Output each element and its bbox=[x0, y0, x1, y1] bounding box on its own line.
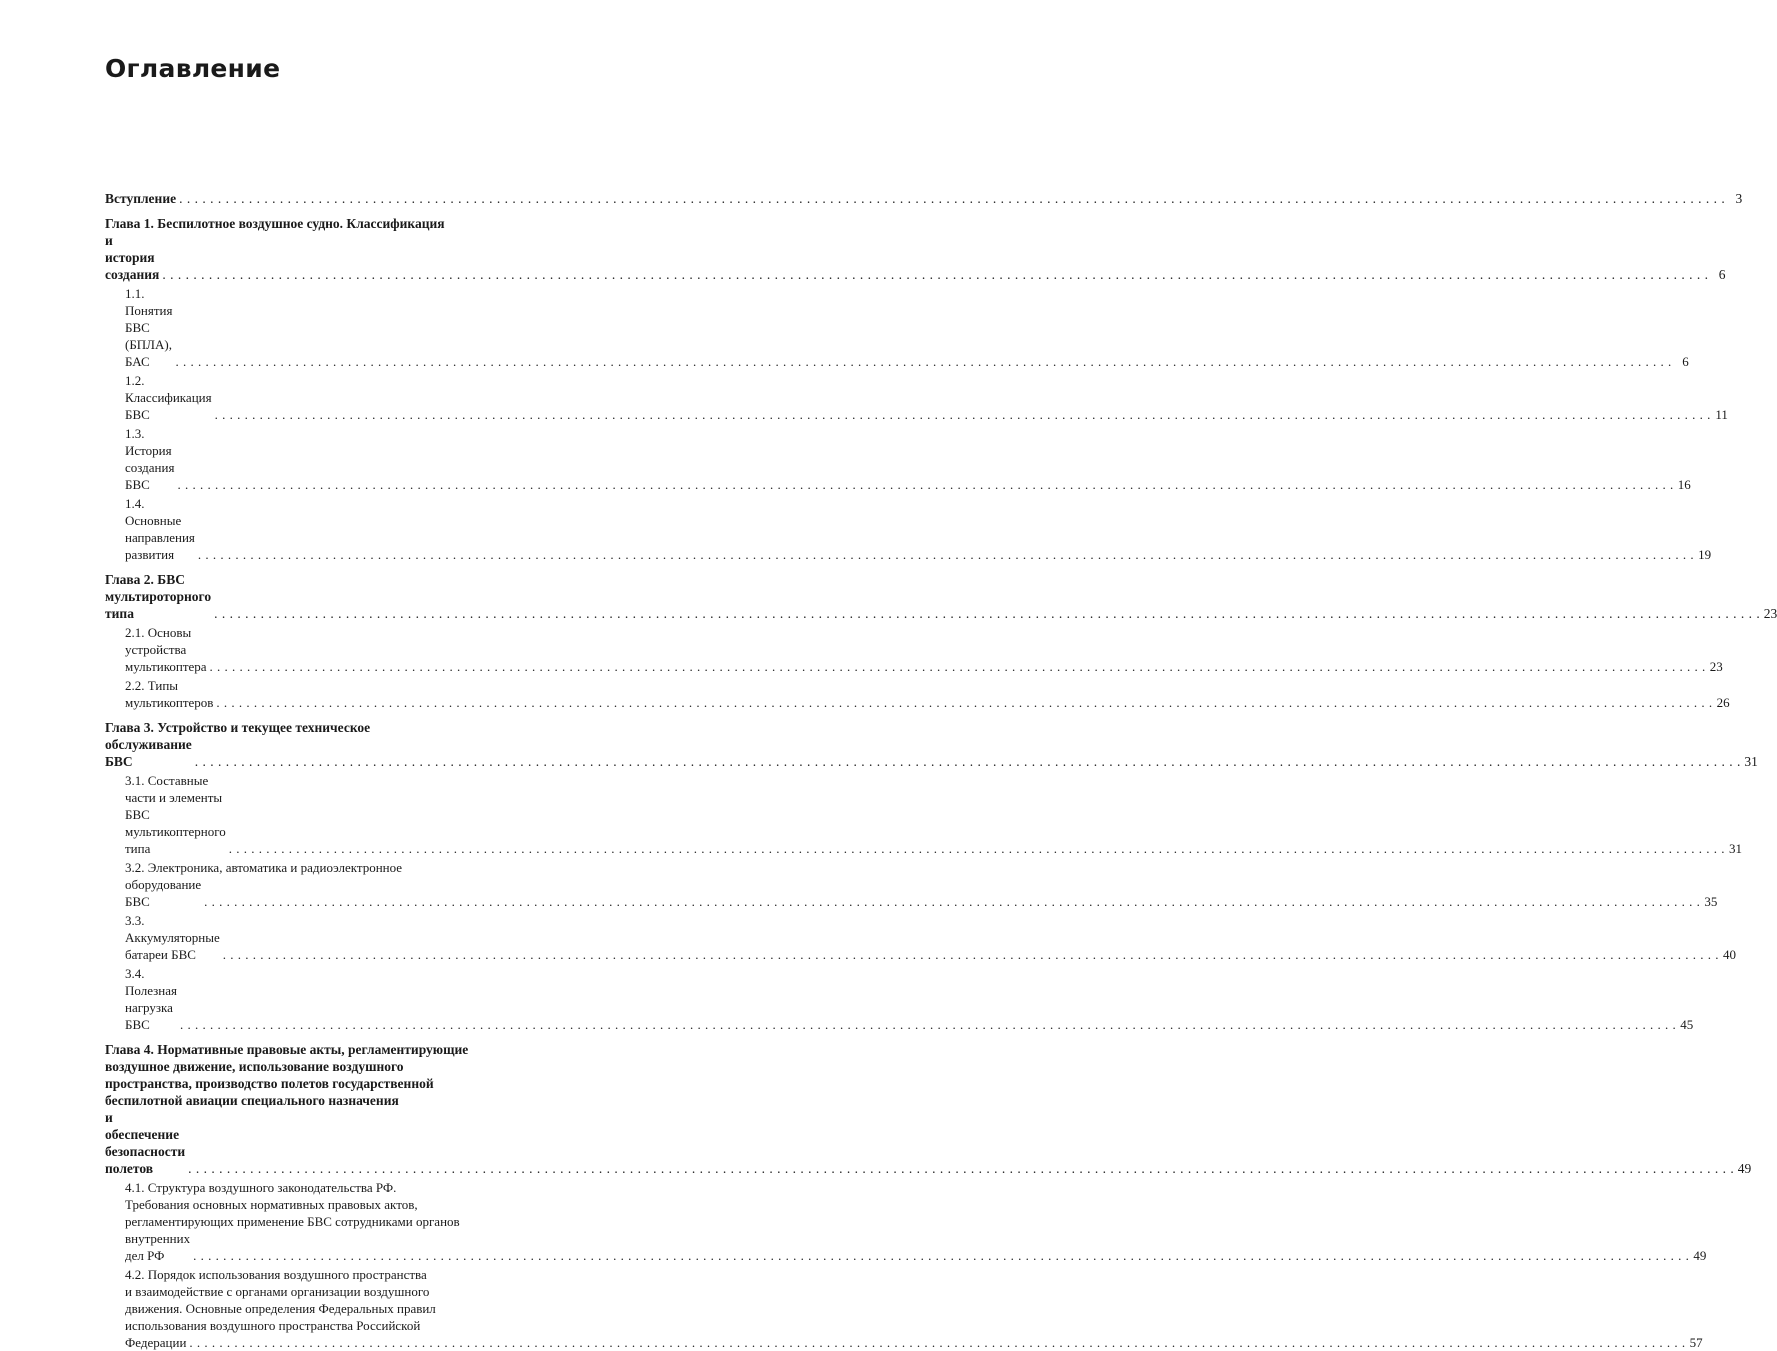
toc-page-number: 19 bbox=[1698, 547, 1712, 562]
toc-entry-text: внутренних дел РФ bbox=[125, 1231, 191, 1263]
toc-page-number: 23 bbox=[1709, 659, 1723, 674]
toc-entry-text: Глава 1. Беспилотное воздушное судно. Классификация bbox=[105, 216, 445, 231]
toc-page-number: 31 bbox=[1728, 841, 1742, 856]
toc-entry-text: оборудование БВС bbox=[125, 877, 202, 909]
toc-section[interactable] bbox=[105, 285, 1689, 370]
leader-dots: . . . . . . . . . . . . . . . . . . . . . . . . . . . . . . . . . . . . . . . . . . . . . . . . . . . . . . . . . . . . . . . . . . . . . . . . . . . . . . . . . . . . . . . . . . . . . . . . . . . . . . . . . . . . . . . . . . . . . . . . . . . . . . . . . . . . . . . . . . . . . . . . . . . . . . . . . . . . . . . . . . . . . . . . . . . . . . . . . . . . . . . . . . . . . . . . . . . . . . . . bbox=[162, 267, 1709, 282]
toc-entry-text: 2.2. Типы мультикоптеров bbox=[125, 678, 214, 710]
toc-page-number: 35 bbox=[1704, 894, 1718, 909]
toc-chapter[interactable] bbox=[105, 719, 1758, 770]
toc-page-number: 6 bbox=[1682, 354, 1689, 369]
toc-entry-text: 1.2. Классификация БВС bbox=[125, 373, 212, 422]
toc-entry-text: и история создания bbox=[105, 233, 160, 282]
toc-entry-text: Глава 2. БВС мультироторного типа bbox=[105, 572, 212, 621]
toc-page-number: 6 bbox=[1718, 267, 1726, 282]
toc-entry-text: 4.1. Структура воздушного законодательства РФ. bbox=[125, 1180, 397, 1195]
toc-entry-text: и обеспечение безопасности полетов bbox=[105, 1110, 186, 1176]
toc-section[interactable] bbox=[105, 859, 1718, 910]
toc-section[interactable] bbox=[105, 912, 1737, 963]
leader-dots: . . . . . . . . . . . . . . . . . . . . . . . . . . . . . . . . . . . . . . . . . . . . . . . . . . . . . . . . . . . . . . . . . . . . . . . . . . . . . . . . . . . . . . . . . . . . . . . . . . . . . . . . . . . . . . . . . . . . . . . . . . . . . . . . . . . . . . . . . . . . . . . . . . . . . . . . . . . . . . . . . . . . . . . . . . . . . . . . . . . . . . . . . . . . . . . . . . . . . . . . bbox=[228, 841, 1725, 856]
toc-entry-text: 3.2. Электроника, автоматика и радиоэлектронное bbox=[125, 860, 403, 875]
toc-entry-text: воздушное движение, использование воздушного bbox=[105, 1059, 404, 1074]
toc-section[interactable] bbox=[105, 772, 1742, 857]
toc-page-number: 31 bbox=[1744, 754, 1758, 769]
table-of-contents bbox=[105, 190, 1777, 1351]
toc-entry-text: пространства, производство полетов государственной bbox=[105, 1076, 434, 1091]
leader-dots: . . . . . . . . . . . . . . . . . . . . . . . . . . . . . . . . . . . . . . . . . . . . . . . . . . . . . . . . . . . . . . . . . . . . . . . . . . . . . . . . . . . . . . . . . . . . . . . . . . . . . . . . . . . . . . . . . . . . . . . . . . . . . . . . . . . . . . . . . . . . . . . . . . . . . . . . . . . . . . . . . . . . . . . . . . . . . . . . . . . . . . . . . . . . . . . . . . . . . . . . bbox=[209, 659, 1706, 674]
toc-entry-text: 2.1. Основы устройства мультикоптера bbox=[125, 625, 207, 674]
leader-dots: . . . . . . . . . . . . . . . . . . . . . . . . . . . . . . . . . . . . . . . . . . . . . . . . . . . . . . . . . . . . . . . . . . . . . . . . . . . . . . . . . . . . . . . . . . . . . . . . . . . . . . . . . . . . . . . . . . . . . . . . . . . . . . . . . . . . . . . . . . . . . . . . . . . . . . . . . . . . . . . . . . . . . . . . . . . . . . . . . . . . . . . . . . . . . . . . . . . . . . . . bbox=[197, 547, 1695, 562]
toc-entry-text: движения. Основные определения Федеральных правил bbox=[125, 1301, 436, 1316]
toc-entry-text: и взаимодействие с органами организации воздушного bbox=[125, 1284, 430, 1299]
toc-entry-text: 1.3. История создания БВС bbox=[125, 426, 175, 492]
leader-dots: . . . . . . . . . . . . . . . . . . . . . . . . . . . . . . . . . . . . . . . . . . . . . . . . . . . . . . . . . . . . . . . . . . . . . . . . . . . . . . . . . . . . . . . . . . . . . . . . . . . . . . . . . . . . . . . . . . . . . . . . . . . . . . . . . . . . . . . . . . . . . . . . . . . . . . . . . . . . . . . . . . . . . . . . . . . . . . . . . . . . . . . . . . . . . . . . . . . . . . . . bbox=[214, 606, 1761, 621]
toc-chapter[interactable] bbox=[105, 215, 1726, 283]
toc-entry-text: Требования основных нормативных правовых актов, bbox=[125, 1197, 418, 1212]
toc-entry-text: регламентирующих применение БВС сотрудниками органов bbox=[125, 1214, 460, 1229]
toc-entry-text: 3.1. Составные части и элементы БВС мультикоптерного типа bbox=[125, 773, 226, 856]
toc-entry-text: Вступление bbox=[105, 191, 177, 206]
toc-entry-text: 3.4. Полезная нагрузка БВС bbox=[125, 966, 177, 1032]
toc-page-number: 57 bbox=[1689, 1335, 1703, 1350]
toc-chapter[interactable] bbox=[105, 190, 1743, 207]
leader-dots: . . . . . . . . . . . . . . . . . . . . . . . . . . . . . . . . . . . . . . . . . . . . . . . . . . . . . . . . . . . . . . . . . . . . . . . . . . . . . . . . . . . . . . . . . . . . . . . . . . . . . . . . . . . . . . . . . . . . . . . . . . . . . . . . . . . . . . . . . . . . . . . . . . . . . . . . . . . . . . . . . . . . . . . . . . . . . . . . . . . . . . . . . . . . . . . . . . . . . . . . bbox=[222, 947, 1720, 962]
toc-chapter[interactable] bbox=[105, 1041, 1752, 1177]
toc-page-number: 3 bbox=[1735, 191, 1743, 206]
toc-page-number: 45 bbox=[1680, 1017, 1694, 1032]
toc-section[interactable] bbox=[105, 624, 1723, 675]
toc-section[interactable] bbox=[105, 372, 1728, 423]
toc-page-number: 11 bbox=[1715, 407, 1728, 422]
toc-section[interactable] bbox=[105, 965, 1694, 1033]
toc-entry-text: 1.4. Основные направления развития bbox=[125, 496, 195, 562]
toc-entry-text: обслуживание БВС bbox=[105, 737, 192, 769]
toc-entry-text: беспилотной авиации специального назначения bbox=[105, 1093, 399, 1108]
leader-dots: . . . . . . . . . . . . . . . . . . . . . . . . . . . . . . . . . . . . . . . . . . . . . . . . . . . . . . . . . . . . . . . . . . . . . . . . . . . . . . . . . . . . . . . . . . . . . . . . . . . . . . . . . . . . . . . . . . . . . . . . . . . . . . . . . . . . . . . . . . . . . . . . . . . . . . . . . . . . . . . . . . . . . . . . . . . . . . . . . . . . . . . . . . . . . . . . . . . . . . . . bbox=[189, 1335, 1686, 1350]
toc-page-number: 40 bbox=[1723, 947, 1737, 962]
toc-entry-text: 4.2. Порядок использования воздушного пространства bbox=[125, 1267, 427, 1282]
leader-dots: . . . . . . . . . . . . . . . . . . . . . . . . . . . . . . . . . . . . . . . . . . . . . . . . . . . . . . . . . . . . . . . . . . . . . . . . . . . . . . . . . . . . . . . . . . . . . . . . . . . . . . . . . . . . . . . . . . . . . . . . . . . . . . . . . . . . . . . . . . . . . . . . . . . . . . . . . . . . . . . . . . . . . . . . . . . . . . . . . . . . . . . . . . . . . . . . . . . . . . . . bbox=[175, 354, 1672, 369]
toc-chapter[interactable] bbox=[105, 571, 1777, 622]
leader-dots: . . . . . . . . . . . . . . . . . . . . . . . . . . . . . . . . . . . . . . . . . . . . . . . . . . . . . . . . . . . . . . . . . . . . . . . . . . . . . . . . . . . . . . . . . . . . . . . . . . . . . . . . . . . . . . . . . . . . . . . . . . . . . . . . . . . . . . . . . . . . . . . . . . . . . . . . . . . . . . . . . . . . . . . . . . . . . . . . . . . . . . . . . . . . . . . . . . . . . . . . bbox=[193, 1248, 1690, 1263]
leader-dots: . . . . . . . . . . . . . . . . . . . . . . . . . . . . . . . . . . . . . . . . . . . . . . . . . . . . . . . . . . . . . . . . . . . . . . . . . . . . . . . . . . . . . . . . . . . . . . . . . . . . . . . . . . . . . . . . . . . . . . . . . . . . . . . . . . . . . . . . . . . . . . . . . . . . . . . . . . . . . . . . . . . . . . . . . . . . . . . . . . . . . . . . . . . . . . . . . . . . . . . . bbox=[179, 1017, 1677, 1032]
leader-dots: . . . . . . . . . . . . . . . . . . . . . . . . . . . . . . . . . . . . . . . . . . . . . . . . . . . . . . . . . . . . . . . . . . . . . . . . . . . . . . . . . . . . . . . . . . . . . . . . . . . . . . . . . . . . . . . . . . . . . . . . . . . . . . . . . . . . . . . . . . . . . . . . . . . . . . . . . . . . . . . . . . . . . . . . . . . . . . . . . . . . . . . . . . . . . . . . . . . . . . . . bbox=[179, 191, 1726, 206]
leader-dots: . . . . . . . . . . . . . . . . . . . . . . . . . . . . . . . . . . . . . . . . . . . . . . . . . . . . . . . . . . . . . . . . . . . . . . . . . . . . . . . . . . . . . . . . . . . . . . . . . . . . . . . . . . . . . . . . . . . . . . . . . . . . . . . . . . . . . . . . . . . . . . . . . . . . . . . . . . . . . . . . . . . . . . . . . . . . . . . . . . . . . . . . . . . . . . . . . . . . . . . . bbox=[194, 754, 1741, 769]
toc-entry-text: 1.1. Понятия БВС (БПЛА), БАС bbox=[125, 286, 173, 369]
leader-dots: . . . . . . . . . . . . . . . . . . . . . . . . . . . . . . . . . . . . . . . . . . . . . . . . . . . . . . . . . . . . . . . . . . . . . . . . . . . . . . . . . . . . . . . . . . . . . . . . . . . . . . . . . . . . . . . . . . . . . . . . . . . . . . . . . . . . . . . . . . . . . . . . . . . . . . . . . . . . . . . . . . . . . . . . . . . . . . . . . . . . . . . . . . . . . . . . . . . . . . . . bbox=[216, 695, 1713, 710]
toc-entry-text: Глава 3. Устройство и текущее техническое bbox=[105, 720, 371, 735]
toc-section[interactable] bbox=[105, 495, 1712, 563]
page-title: Оглавление bbox=[105, 54, 281, 83]
toc-section[interactable] bbox=[105, 425, 1691, 493]
toc-entry-text: Глава 4. Нормативные правовые акты, регламентирующие bbox=[105, 1042, 469, 1057]
leader-dots: . . . . . . . . . . . . . . . . . . . . . . . . . . . . . . . . . . . . . . . . . . . . . . . . . . . . . . . . . . . . . . . . . . . . . . . . . . . . . . . . . . . . . . . . . . . . . . . . . . . . . . . . . . . . . . . . . . . . . . . . . . . . . . . . . . . . . . . . . . . . . . . . . . . . . . . . . . . . . . . . . . . . . . . . . . . . . . . . . . . . . . . . . . . . . . . . . . . . . . . . bbox=[177, 477, 1674, 492]
leader-dots: . . . . . . . . . . . . . . . . . . . . . . . . . . . . . . . . . . . . . . . . . . . . . . . . . . . . . . . . . . . . . . . . . . . . . . . . . . . . . . . . . . . . . . . . . . . . . . . . . . . . . . . . . . . . . . . . . . . . . . . . . . . . . . . . . . . . . . . . . . . . . . . . . . . . . . . . . . . . . . . . . . . . . . . . . . . . . . . . . . . . . . . . . . . . . . . . . . . . . . . . bbox=[188, 1161, 1735, 1176]
toc-page-number: 49 bbox=[1737, 1161, 1752, 1176]
toc-page-number: 49 bbox=[1693, 1248, 1707, 1263]
toc-section[interactable] bbox=[105, 677, 1730, 711]
toc-entry-text: 3.3. Аккумуляторные батареи БВС bbox=[125, 913, 220, 962]
toc-page-number: 23 bbox=[1763, 606, 1777, 621]
toc-page-number: 16 bbox=[1677, 477, 1691, 492]
leader-dots: . . . . . . . . . . . . . . . . . . . . . . . . . . . . . . . . . . . . . . . . . . . . . . . . . . . . . . . . . . . . . . . . . . . . . . . . . . . . . . . . . . . . . . . . . . . . . . . . . . . . . . . . . . . . . . . . . . . . . . . . . . . . . . . . . . . . . . . . . . . . . . . . . . . . . . . . . . . . . . . . . . . . . . . . . . . . . . . . . . . . . . . . . . . . . . . . . . . . . . . . bbox=[214, 407, 1711, 422]
toc-entry-text: Федерации bbox=[125, 1335, 187, 1350]
toc-section[interactable] bbox=[105, 1266, 1703, 1351]
leader-dots: . . . . . . . . . . . . . . . . . . . . . . . . . . . . . . . . . . . . . . . . . . . . . . . . . . . . . . . . . . . . . . . . . . . . . . . . . . . . . . . . . . . . . . . . . . . . . . . . . . . . . . . . . . . . . . . . . . . . . . . . . . . . . . . . . . . . . . . . . . . . . . . . . . . . . . . . . . . . . . . . . . . . . . . . . . . . . . . . . . . . . . . . . . . . . . . . . . . . . . . . bbox=[204, 894, 1701, 909]
toc-section[interactable] bbox=[105, 1179, 1707, 1264]
toc-page-number: 26 bbox=[1716, 695, 1730, 710]
toc-entry-text: использования воздушного пространства Российской bbox=[125, 1318, 421, 1333]
